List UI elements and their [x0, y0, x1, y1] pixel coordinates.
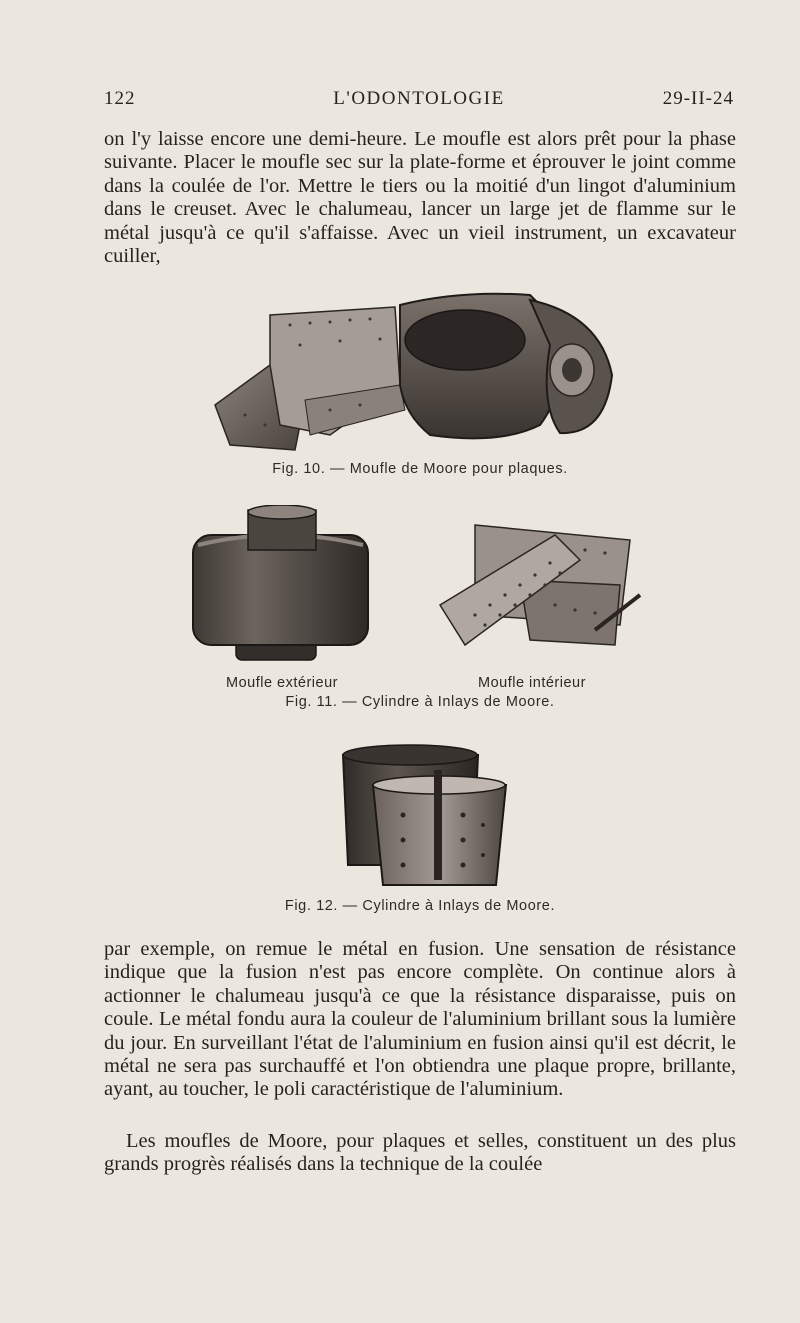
outer-flask-label: Moufle extérieur: [226, 675, 338, 691]
inner-flask-label: Moufle intérieur: [478, 675, 586, 691]
figure-11-inner-flask-illustration: [435, 505, 650, 665]
figure-10-illustration: [210, 285, 620, 455]
running-header: [104, 88, 734, 114]
figure-11-caption: Fig. 11. — Cylindre à Inlays de Moore.: [285, 694, 555, 710]
figure-12-illustration: [338, 740, 510, 890]
journal-title: L'ODONTOLOGIE: [333, 88, 505, 109]
paragraph-last: Les moufles de Moore, pour plaques et selles, constituent un des plus grands progrès réalisés dans la technique de la coulée: [104, 1130, 736, 1176]
issue-date: 29-II-24: [662, 88, 734, 109]
figure-10-caption: Fig. 10. — Moufle de Moore pour plaques.: [272, 461, 568, 477]
figure-12-caption: Fig. 12. — Cylindre à Inlays de Moore.: [284, 898, 556, 914]
page-number: 122: [104, 88, 136, 109]
figure-11-outer-flask-illustration: [188, 505, 373, 665]
paragraph-top: on l'y laisse encore une demi-heure. Le moufle est alors prêt pour la phase suivante. Placer le moufle sec sur la plate-forme et éprouver le joint comme dans la coulée de l'or. Mettre le tiers ou la moitié d'un lingot d'aluminium dans le creuset. Avec le chalumeau, lancer un large jet de flamme sur le métal jusqu'à ce qu'il s'affaisse. Avec un vieil instrument, un excavateur cuiller,: [104, 128, 736, 268]
paragraph-bottom: par exemple, on remue le métal en fusion. Une sensation de résistance indique que la fusion n'est pas encore complète. On continue alors à actionner le chalumeau jusqu'à ce que la résistance disparaisse, puis on coule. Le métal fondu aura la couleur de l'aluminium brillant sous la lumière du jour. En surveillant l'état de l'aluminium en fusion ainsi qu'il est décrit, le métal ne sera pas surchauffé et l'on obtiendra une plaque propre, brillante, ayant, au toucher, le poli caractéristique de l'aluminium.: [104, 938, 736, 1101]
